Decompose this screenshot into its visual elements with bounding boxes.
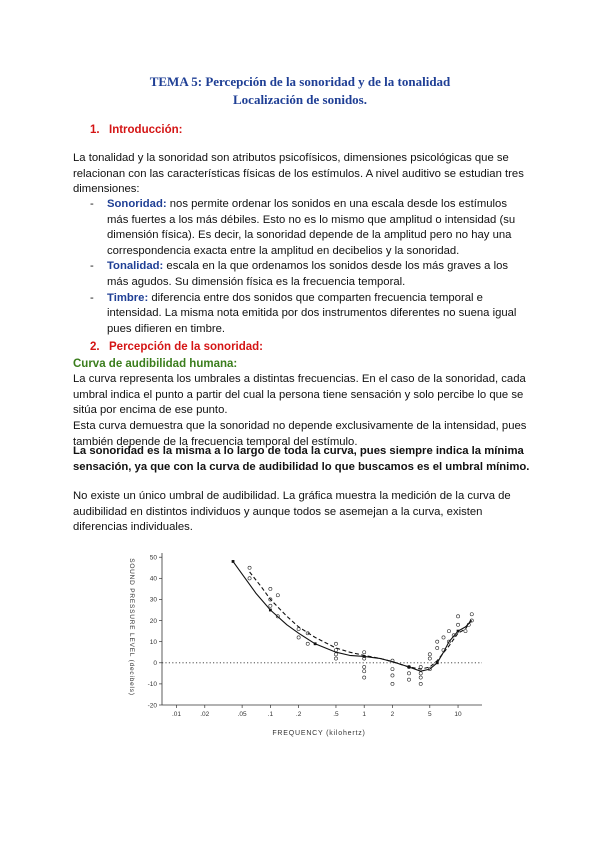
document-title: TEMA 5: Percepción de la sonoridad y de la tonalidad bbox=[149, 74, 451, 89]
curve-marker bbox=[269, 609, 272, 612]
x-tick-label: .02 bbox=[200, 711, 210, 718]
section-2-subheading: Curva de audibilidad humana: bbox=[73, 358, 238, 370]
term-tonalidad: Tonalidad: bbox=[107, 260, 164, 273]
y-tick-label: -20 bbox=[147, 702, 157, 710]
y-tick-label: 20 bbox=[149, 617, 157, 625]
dimensions-list bbox=[90, 197, 530, 337]
x-tick-label: .05 bbox=[237, 711, 247, 718]
section-1-heading bbox=[90, 124, 182, 136]
section-2-title: Percepción de la sonoridad: bbox=[109, 341, 264, 353]
x-tick-label: .01 bbox=[172, 711, 182, 718]
curve-marker bbox=[436, 661, 439, 664]
x-tick-label: .5 bbox=[333, 711, 339, 718]
section-1-number: 1. bbox=[90, 124, 100, 136]
term-timbre: Timbre: bbox=[107, 291, 149, 304]
definition-sonoridad: nos permite ordenar los sonidos en una escala desde los estímulos más fuertes a los más débiles. Esto no es lo mismo que amplitud o intensidad (su dimensión física). Es decir, la sonoridad depende de la amplitud pero no hay una correspondencia exacta entre la amplitud en decibelios y la sonoridad. bbox=[107, 198, 516, 257]
x-axis-label: FREQUENCY (kilohertz) bbox=[272, 730, 366, 737]
x-tick-label: 1 bbox=[362, 711, 367, 718]
curve-marker bbox=[457, 630, 460, 633]
section-2-number: 2. bbox=[90, 341, 100, 353]
y-tick-label: 30 bbox=[149, 596, 157, 604]
curve-marker bbox=[314, 642, 317, 645]
curve-paragraph-2: Esta curva demuestra que la sonoridad no depende exclusivamente de la intensidad, pues también depende de la frecuencia temporal del estímulo. bbox=[73, 420, 527, 448]
curve-paragraph-bold: La sonoridad es la misma a lo largo de toda la curva, pues siempre indica la mínima sensación, ya que con la curva de audibilidad lo que buscamos es el umbral mínimo. bbox=[73, 445, 530, 473]
definition-timbre: diferencia entre dos sonidos que comparten frecuencia temporal e intensidad. La misma nota emitida por dos instrumentos diferentes no suena igual pues difieren en timbre. bbox=[107, 291, 517, 335]
y-tick-label: 40 bbox=[149, 575, 157, 583]
x-tick-label: 2 bbox=[390, 711, 395, 718]
intro-paragraph: La tonalidad y la sonoridad son atributos psicofísicos, dimensiones psicológicas que se relacionan con las características físicas de los estímulos. A nivel auditivo se estudian tres dimensiones: bbox=[73, 152, 524, 196]
curve-paragraph-3: No existe un único umbral de audibilidad. La gráfica muestra la medición de la curva de audibilidad en distintos individuos y aunque todos se asemejan a la curva, existen diferencias individuales. bbox=[73, 490, 511, 534]
audibility-curve-chart bbox=[118, 545, 490, 743]
curve-marker bbox=[232, 560, 235, 563]
x-tick-label: .1 bbox=[267, 711, 274, 718]
y-tick-label: -10 bbox=[147, 681, 157, 689]
list-dash: - bbox=[90, 198, 94, 210]
term-sonoridad: Sonoridad: bbox=[107, 198, 167, 210]
list-dash: - bbox=[90, 260, 94, 273]
x-tick-label: 10 bbox=[454, 711, 462, 718]
list-item-tonalidad bbox=[90, 259, 530, 290]
y-tick-label: 50 bbox=[149, 554, 157, 562]
section-1-title: Introducción: bbox=[109, 124, 183, 136]
list-item-timbre bbox=[90, 291, 530, 338]
x-tick-label: 5 bbox=[427, 711, 432, 718]
definition-tonalidad: escala en la que ordenamos los sonidos desde los más graves a los más agudos. Su dimensión física es la frecuencia temporal. bbox=[107, 260, 509, 288]
document-subtitle: Localización de sonidos. bbox=[233, 92, 367, 107]
list-dash: - bbox=[90, 291, 94, 304]
list-item-sonoridad bbox=[90, 197, 530, 259]
y-axis-label: SOUND PRESSURE LEVEL (decibels) bbox=[128, 558, 135, 696]
curve-paragraph-1: La curva representa los umbrales a distintas frecuencias. En el caso de la sonoridad, cada umbral indica el punto a partir del cual la persona tiene sensación y solo percibe lo que se sitúa por encima de ese punto. bbox=[73, 373, 526, 417]
y-tick-label: 10 bbox=[149, 638, 157, 646]
y-tick-label: 0 bbox=[153, 660, 157, 668]
x-tick-label: .2 bbox=[295, 711, 302, 718]
section-2-heading bbox=[90, 341, 263, 353]
